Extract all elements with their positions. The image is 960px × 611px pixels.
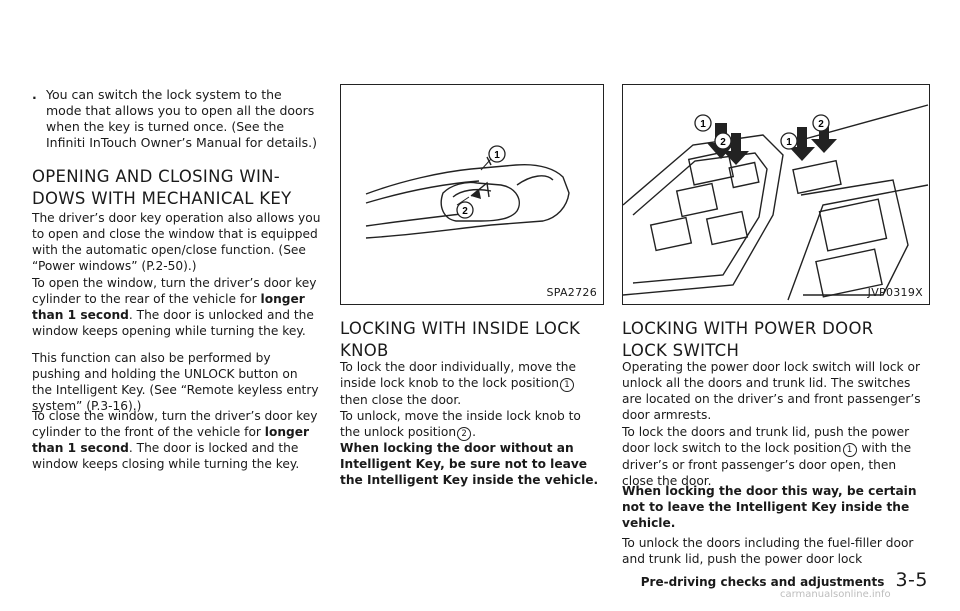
paragraph: To lock the doors and trunk lid, push the power door lock switch to the lock position 1 with the driver’s or front passenger’s door open, then close the door. — [622, 425, 912, 488]
figure-inside-lock-knob — [340, 84, 604, 305]
watermark: carmanualsonline.info — [780, 589, 891, 600]
bullet-line-1: You can switch the lock system to the — [46, 87, 282, 102]
callout-1-inline: 1 — [560, 378, 574, 392]
callout-2 — [715, 133, 731, 149]
page-number: 3-5 — [895, 569, 928, 591]
paragraph: To unlock the doors including the fuel-filler door and trunk lid, push the power door lock — [622, 536, 914, 566]
figure-code: SPA2726 — [546, 286, 597, 299]
callout-2 — [813, 115, 829, 131]
svg-text:1: 1 — [494, 150, 500, 161]
paragraph: To unlock, move the inside lock knob to the unlock position 2 . — [340, 409, 581, 439]
svg-text:2: 2 — [462, 206, 468, 217]
bullet-symbol: . — [32, 87, 37, 102]
lock-switch-illustration — [623, 85, 929, 304]
callout-2-inline: 2 — [457, 427, 471, 441]
figure-code: JVP0319X — [867, 286, 923, 299]
paragraph: Operating the power door lock switch will lock or unlock all the doors and trunk lid. The switches are located on the driver’s and front passenger’s door armrests. — [622, 360, 921, 422]
bullet-continuation: mode that allows you to open all the doors when the key is turned once. (See the Infiniti InTouch Owner’s Manual for details.) — [46, 103, 318, 150]
svg-text:1: 1 — [786, 137, 792, 148]
section-label: Pre-driving checks and adjustments — [640, 575, 885, 589]
warning-text: When locking the door without an Intelligent Key, be sure not to leave the Intelligent Key inside the vehicle. — [340, 441, 599, 487]
svg-text:2: 2 — [818, 119, 824, 130]
callout-1-inline: 1 — [843, 443, 857, 457]
paragraph: This function can also be performed by pushing and holding the UNLOCK button on the Intelligent Key. (See “Remote keyless entry system” (P.3-16).) — [32, 351, 319, 413]
paragraph: To close the window, turn the driver’s door key cylinder to the front of the vehicle for longer than 1 second. The door is locked and the window keeps closing while turning the key. — [32, 409, 318, 471]
callout-1 — [695, 115, 711, 131]
door-handle-illustration — [341, 85, 603, 304]
paragraph: The driver’s door key operation also allows you to open and close the window that is equipped with the automatic open/close function. (See “Power windows” (P.2-50).) — [32, 211, 321, 273]
section-heading-windows: OPENING AND CLOSING WIN- DOWS WITH MECHANICAL KEY — [32, 167, 292, 208]
warning-text: When locking the door this way, be certain not to leave the Intelligent Key inside the vehicle. — [622, 484, 917, 530]
section-heading-power-lock: LOCKING WITH POWER DOOR LOCK SWITCH — [622, 319, 874, 360]
paragraph: To open the window, turn the driver’s door key cylinder to the rear of the vehicle for longer than 1 second. The door is unlocked and the window keeps opening while turning the key. — [32, 276, 317, 338]
figure-power-door-lock-switch — [622, 84, 930, 305]
svg-text:2: 2 — [720, 137, 726, 148]
paragraph: To lock the door individually, move the inside lock knob to the lock position 1 then close the door. — [340, 360, 576, 407]
section-heading-inside-lock: LOCKING WITH INSIDE LOCK KNOB — [340, 319, 581, 360]
callout-1 — [781, 133, 797, 149]
page-footer — [641, 569, 928, 591]
callout-2 — [457, 197, 473, 218]
svg-text:1: 1 — [700, 119, 706, 130]
